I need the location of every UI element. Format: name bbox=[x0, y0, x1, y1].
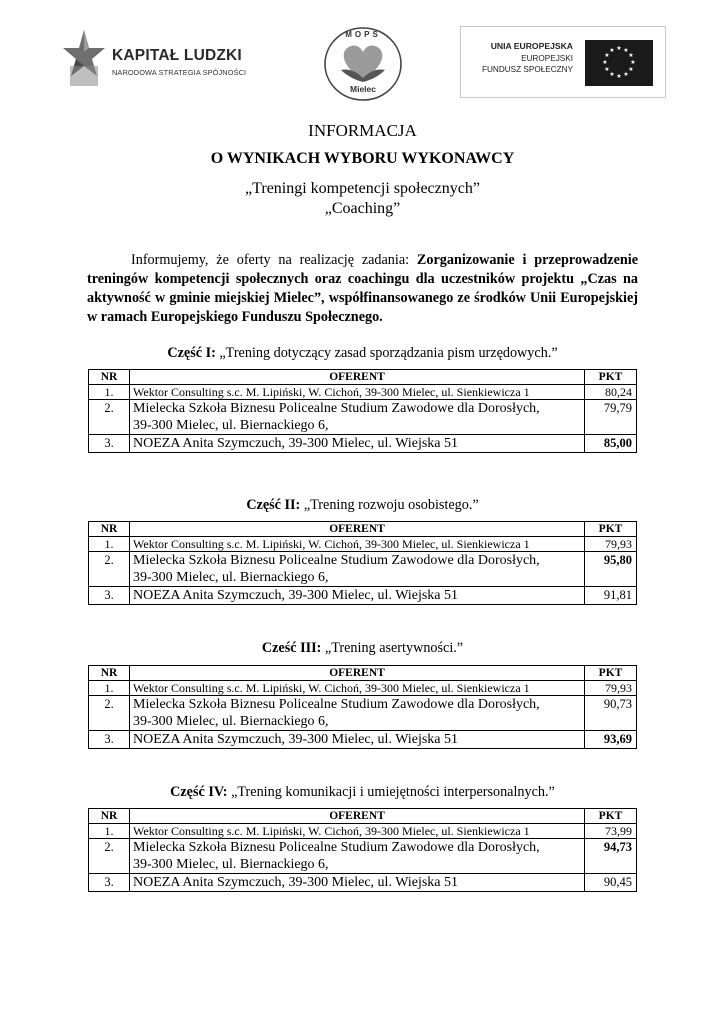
svg-text:★: ★ bbox=[604, 52, 610, 59]
row-nr: 1. bbox=[89, 824, 130, 839]
section-title-1 bbox=[0, 345, 725, 362]
oferent-line-2: 39-300 Mielec, ul. Biernackiego 6, bbox=[133, 570, 329, 585]
results-table-2 bbox=[88, 521, 637, 605]
row-nr: 1. bbox=[89, 681, 130, 696]
table-row bbox=[89, 874, 637, 892]
row-pkt: 79,79 bbox=[585, 400, 637, 435]
kapital-ludzki-logo bbox=[62, 28, 252, 88]
row-pkt-winner: 85,00 bbox=[585, 435, 637, 453]
row-oferent: NOEZA Anita Szymczuch, 39-300 Mielec, ul. Wiejska 51 bbox=[130, 587, 585, 605]
section-name: „Trening asertywności.” bbox=[324, 640, 464, 656]
row-oferent: Wektor Consulting s.c. M. Lipiński, W. Cichoń, 39-300 Mielec, ul. Sienkiewicza 1 bbox=[130, 681, 585, 696]
document-topic-2: „Coaching” bbox=[324, 200, 401, 217]
row-pkt-winner: 94,73 bbox=[585, 839, 637, 874]
header-nr: NR bbox=[89, 522, 130, 537]
table-row bbox=[89, 552, 637, 587]
eu-logo-text bbox=[482, 41, 573, 76]
section-label: Część I: bbox=[167, 345, 216, 361]
row-oferent bbox=[130, 552, 585, 587]
table-row bbox=[89, 824, 637, 839]
oferent-line-1: Mielecka Szkoła Biznesu Policealne Studium Zawodowe dla Dorosłych, bbox=[133, 553, 540, 568]
header-oferent: OFERENT bbox=[130, 370, 585, 385]
section-name: „Trening rozwoju osobistego.” bbox=[303, 497, 479, 513]
results-table-4 bbox=[88, 808, 637, 892]
document-topic-1: „Treningi kompetencji społecznych” bbox=[245, 180, 480, 197]
row-oferent bbox=[130, 839, 585, 874]
section-label: Część IV: bbox=[170, 784, 228, 800]
section-label: Część II: bbox=[246, 497, 301, 513]
row-oferent: NOEZA Anita Szymczuch, 39-300 Mielec, ul. Wiejska 51 bbox=[130, 874, 585, 892]
oferent-line-1: Mielecka Szkoła Biznesu Policealne Studium Zawodowe dla Dorosłych, bbox=[133, 401, 540, 416]
row-pkt-winner: 95,80 bbox=[585, 552, 637, 587]
oferent-line-2: 39-300 Mielec, ul. Biernackiego 6, bbox=[133, 714, 329, 729]
row-oferent: Wektor Consulting s.c. M. Lipiński, W. Cichoń, 39-300 Mielec, ul. Sienkiewicza 1 bbox=[130, 537, 585, 552]
svg-text:★: ★ bbox=[609, 47, 615, 54]
row-nr: 3. bbox=[89, 435, 130, 453]
section-title-2 bbox=[0, 497, 725, 514]
table-header-row bbox=[89, 522, 637, 537]
table-row bbox=[89, 537, 637, 552]
section-title-3 bbox=[0, 640, 725, 657]
results-table-1 bbox=[88, 369, 637, 453]
row-oferent: Wektor Consulting s.c. M. Lipiński, W. Cichoń, 39-300 Mielec, ul. Sienkiewicza 1 bbox=[130, 385, 585, 400]
row-oferent bbox=[130, 696, 585, 731]
table-row bbox=[89, 839, 637, 874]
section-title-4 bbox=[0, 784, 725, 801]
svg-text:★: ★ bbox=[628, 52, 634, 59]
header-oferent: OFERENT bbox=[130, 522, 585, 537]
oferent-line-1: Mielecka Szkoła Biznesu Policealne Studium Zawodowe dla Dorosłych, bbox=[133, 697, 540, 712]
svg-text:★: ★ bbox=[623, 71, 629, 78]
mops-city-text: Mielec bbox=[350, 84, 376, 94]
eu-logo bbox=[460, 26, 666, 98]
oferent-line-1: Mielecka Szkoła Biznesu Policealne Studium Zawodowe dla Dorosłych, bbox=[133, 840, 540, 855]
row-nr: 1. bbox=[89, 385, 130, 400]
row-pkt: 79,93 bbox=[585, 537, 637, 552]
header-nr: NR bbox=[89, 666, 130, 681]
header-pkt: PKT bbox=[585, 666, 637, 681]
intro-paragraph bbox=[87, 251, 638, 327]
kapital-ludzki-subtitle: NARODOWA STRATEGIA SPÓJNOŚCI bbox=[112, 68, 247, 77]
header-nr: NR bbox=[89, 809, 130, 824]
row-oferent: NOEZA Anita Szymczuch, 39-300 Mielec, ul. Wiejska 51 bbox=[130, 731, 585, 749]
kapital-ludzki-star-icon bbox=[62, 28, 106, 88]
kapital-ludzki-title: KAPITAŁ LUDZKI bbox=[112, 47, 242, 64]
row-nr: 1. bbox=[89, 537, 130, 552]
table-row bbox=[89, 731, 637, 749]
row-nr: 3. bbox=[89, 587, 130, 605]
svg-text:★: ★ bbox=[628, 66, 634, 73]
eu-flag-icon bbox=[585, 40, 653, 86]
eu-line3: FUNDUSZ SPOŁECZNY bbox=[482, 65, 573, 74]
mops-logo bbox=[321, 26, 405, 102]
results-table-3 bbox=[88, 665, 637, 749]
section-name: „Trening komunikacji i umiejętności interpersonalnych.” bbox=[231, 784, 555, 800]
row-nr: 2. bbox=[89, 552, 130, 587]
table-row bbox=[89, 400, 637, 435]
section-label: Cześć III: bbox=[261, 640, 322, 656]
intro-plain: Informujemy, że oferty na realizację zadania: bbox=[131, 252, 417, 268]
row-nr: 2. bbox=[89, 839, 130, 874]
document-title: INFORMACJA bbox=[308, 121, 417, 140]
svg-text:★: ★ bbox=[609, 71, 615, 78]
header-pkt: PKT bbox=[585, 370, 637, 385]
row-nr: 3. bbox=[89, 731, 130, 749]
header-pkt: PKT bbox=[585, 809, 637, 824]
intro-bold: Zorganizowanie i przeprowadzenie treningów kompetencji społecznych oraz coachingu dla uczestników projektu „Czas na aktywność w gminie miejskiej Mielec”, współfinansowanego ze środków Unii Europejskiej w ramach Europejskiego Funduszu Społecznego. bbox=[87, 252, 638, 325]
header-oferent: OFERENT bbox=[130, 666, 585, 681]
row-nr: 2. bbox=[89, 400, 130, 435]
svg-text:★: ★ bbox=[602, 59, 608, 66]
row-pkt: 90,45 bbox=[585, 874, 637, 892]
eu-line2: EUROPEJSKI bbox=[521, 53, 573, 63]
oferent-line-2: 39-300 Mielec, ul. Biernackiego 6, bbox=[133, 857, 329, 872]
row-oferent bbox=[130, 400, 585, 435]
row-nr: 3. bbox=[89, 874, 130, 892]
section-name: „Trening dotyczący zasad sporządzania pism urzędowych.” bbox=[219, 345, 558, 361]
row-pkt: 90,73 bbox=[585, 696, 637, 731]
table-row bbox=[89, 435, 637, 453]
row-oferent: NOEZA Anita Szymczuch, 39-300 Mielec, ul. Wiejska 51 bbox=[130, 435, 585, 453]
row-pkt: 91,81 bbox=[585, 587, 637, 605]
oferent-line-2: 39-300 Mielec, ul. Biernackiego 6, bbox=[133, 418, 329, 433]
table-header-row bbox=[89, 370, 637, 385]
svg-text:★: ★ bbox=[630, 59, 636, 66]
row-pkt: 79,93 bbox=[585, 681, 637, 696]
row-pkt: 73,99 bbox=[585, 824, 637, 839]
svg-text:★: ★ bbox=[616, 73, 622, 80]
table-header-row bbox=[89, 666, 637, 681]
mops-top-text: MOPS bbox=[345, 30, 381, 39]
svg-text:★: ★ bbox=[623, 47, 629, 54]
header-pkt: PKT bbox=[585, 522, 637, 537]
table-header-row bbox=[89, 809, 637, 824]
document-subtitle: O WYNIKACH WYBORU WYKONAWCY bbox=[210, 150, 515, 167]
table-row bbox=[89, 587, 637, 605]
svg-text:★: ★ bbox=[616, 45, 622, 52]
table-row bbox=[89, 385, 637, 400]
header-oferent: OFERENT bbox=[130, 809, 585, 824]
row-oferent: Wektor Consulting s.c. M. Lipiński, W. Cichoń, 39-300 Mielec, ul. Sienkiewicza 1 bbox=[130, 824, 585, 839]
header-nr: NR bbox=[89, 370, 130, 385]
document-header bbox=[0, 0, 725, 110]
row-pkt: 80,24 bbox=[585, 385, 637, 400]
table-row bbox=[89, 696, 637, 731]
table-row bbox=[89, 681, 637, 696]
eu-line1: UNIA EUROPEJSKA bbox=[490, 41, 573, 51]
row-pkt-winner: 93,69 bbox=[585, 731, 637, 749]
svg-text:★: ★ bbox=[604, 66, 610, 73]
row-nr: 2. bbox=[89, 696, 130, 731]
